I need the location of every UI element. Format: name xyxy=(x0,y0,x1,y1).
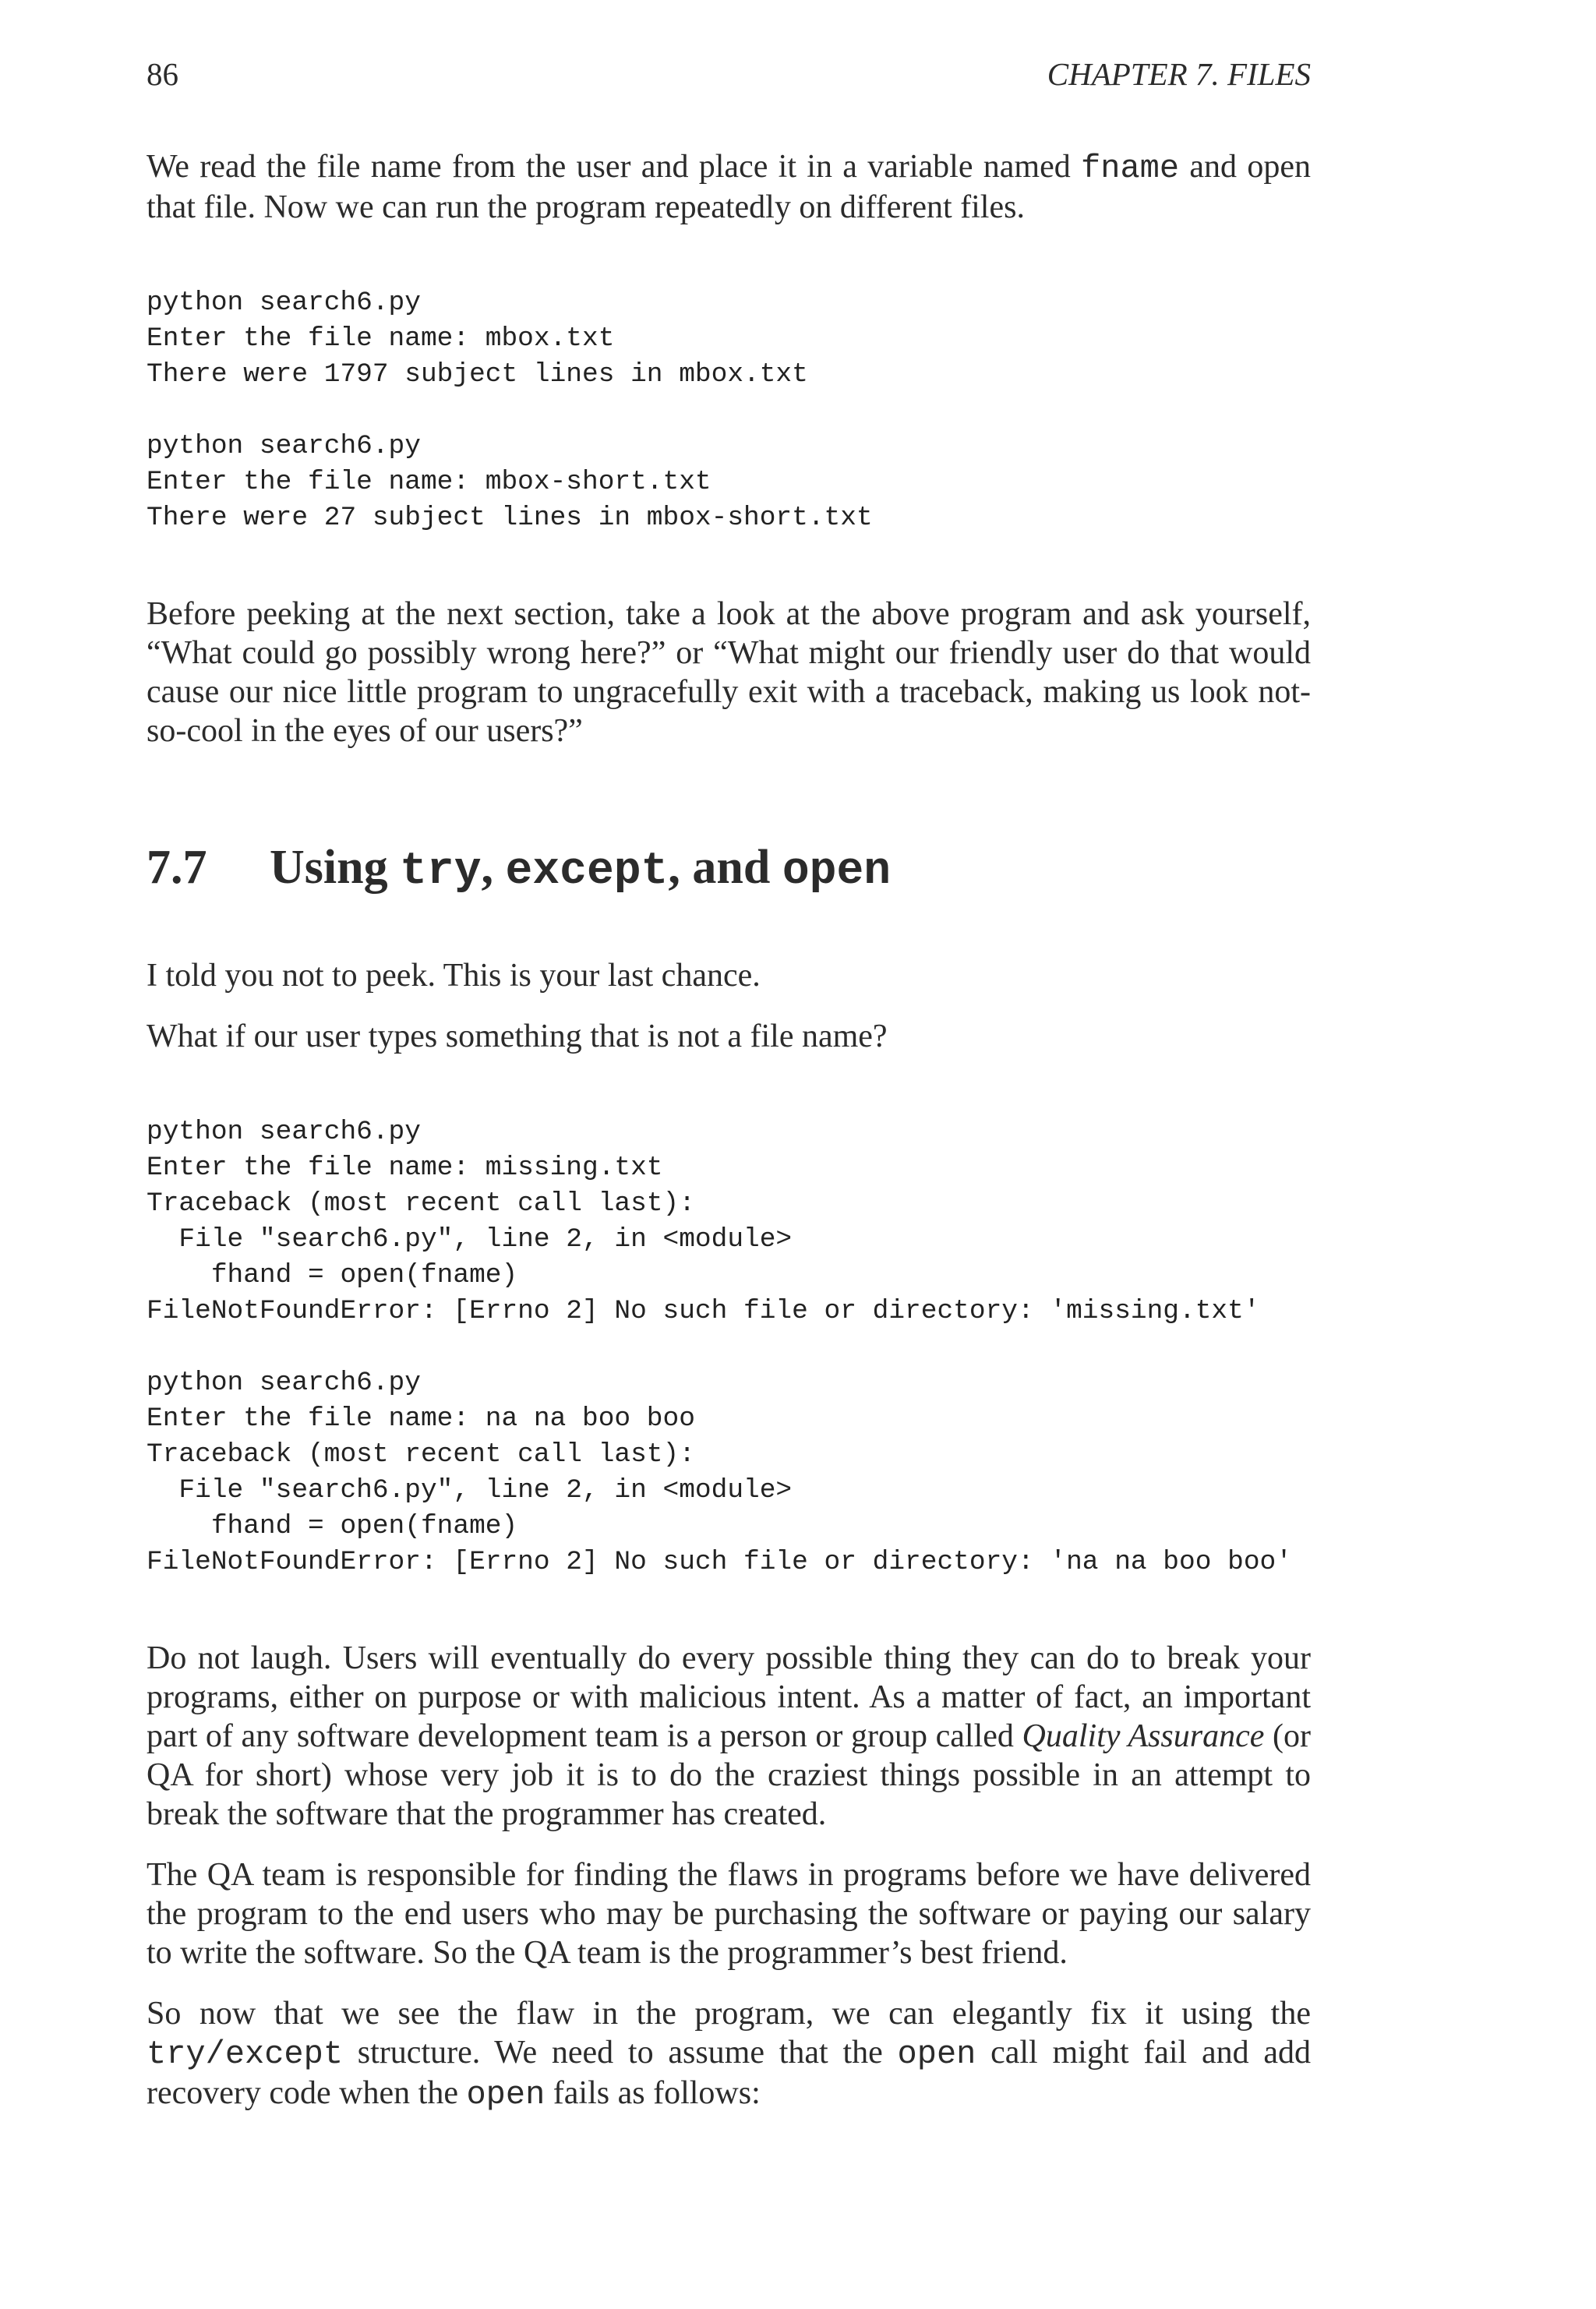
paragraph-fix-flaw: So now that we see the flaw in the program, we can elegantly fix it using the try/except structure. We need to assume that the open call might fail and add recovery code when the open fails as follows: xyxy=(147,1996,1311,2113)
paragraph-before-peeking: Before peeking at the next section, take a look at the above program and ask yourself, “What could go possibly wrong here?” or “What might our friendly user do that would cause our nice little program to ungracefully exit with a traceback, making us look not-so-cool in the eyes of our users?” xyxy=(147,596,1311,749)
emphasis-quality-assurance: Quality Assurance xyxy=(1022,1718,1265,1754)
chapter-heading: CHAPTER 7. FILES xyxy=(1047,56,1311,92)
inline-code-open: open xyxy=(897,2035,976,2073)
code-run-mbox: python search6.py Enter the file name: mbox.txt There were 1797 subject lines in mbox.txt xyxy=(147,288,808,390)
paragraph-what-if: What if our user types something that is not a file name? xyxy=(147,1019,888,1054)
paragraph-do-not-laugh: Do not laugh. Users will eventually do every possible thing they can do to break your programs, either on purpose or with malicious intent. As a matter of fact, an important part of any software development team is a person or group called Quality Assurance (or QA for short) whose very job it is to do the craziest things possible in an attempt to break the software that the programmer has created. xyxy=(147,1640,1311,1832)
section-heading: 7.7 Using try, except, and open xyxy=(147,841,892,897)
inline-code-try-except: try/except xyxy=(147,2035,344,2073)
page-header xyxy=(147,55,1311,94)
code-run-missing: python search6.py Enter the file name: missing.txt Traceback (most recent call last): File "search6.py", line 2, in <module> fhand = open(fname) FileNotFoundError: [Errno 2] No such file or directory: 'missing.txt' xyxy=(147,1117,1260,1326)
code-run-mbox-short: python search6.py Enter the file name: mbox-short.txt There were 27 subject lines in mbox-short.txt xyxy=(147,431,873,533)
inline-code-open-2: open xyxy=(466,2076,546,2113)
section-number: 7.7 xyxy=(147,841,207,894)
code-run-na-na-boo-boo: python search6.py Enter the file name: na na boo boo Traceback (most recent call last): File "search6.py", line 2, in <module> fhand = open(fname) FileNotFoundError: [Errno 2] No such file or directory: 'na na boo boo' xyxy=(147,1368,1292,1577)
book-page xyxy=(147,55,1311,2114)
paragraph-qa-team: The QA team is responsible for finding the flaws in programs before we have delivered the program to the end users who may be purchasing the software or paying our salary to write the software. So the QA team is the programmer’s best friend. xyxy=(147,1857,1311,1971)
code-block-tracebacks xyxy=(147,1114,1311,1580)
code-block-runs xyxy=(147,285,1311,536)
paragraph-peek: I told you not to peek. This is your last chance. xyxy=(147,958,761,994)
paragraph-fname: We read the file name from the user and place it in a variable named fname and open that file. Now we can run the program repeatedly on different files. xyxy=(147,149,1311,225)
page-number: 86 xyxy=(147,56,178,92)
inline-code-fname: fname xyxy=(1081,150,1180,187)
